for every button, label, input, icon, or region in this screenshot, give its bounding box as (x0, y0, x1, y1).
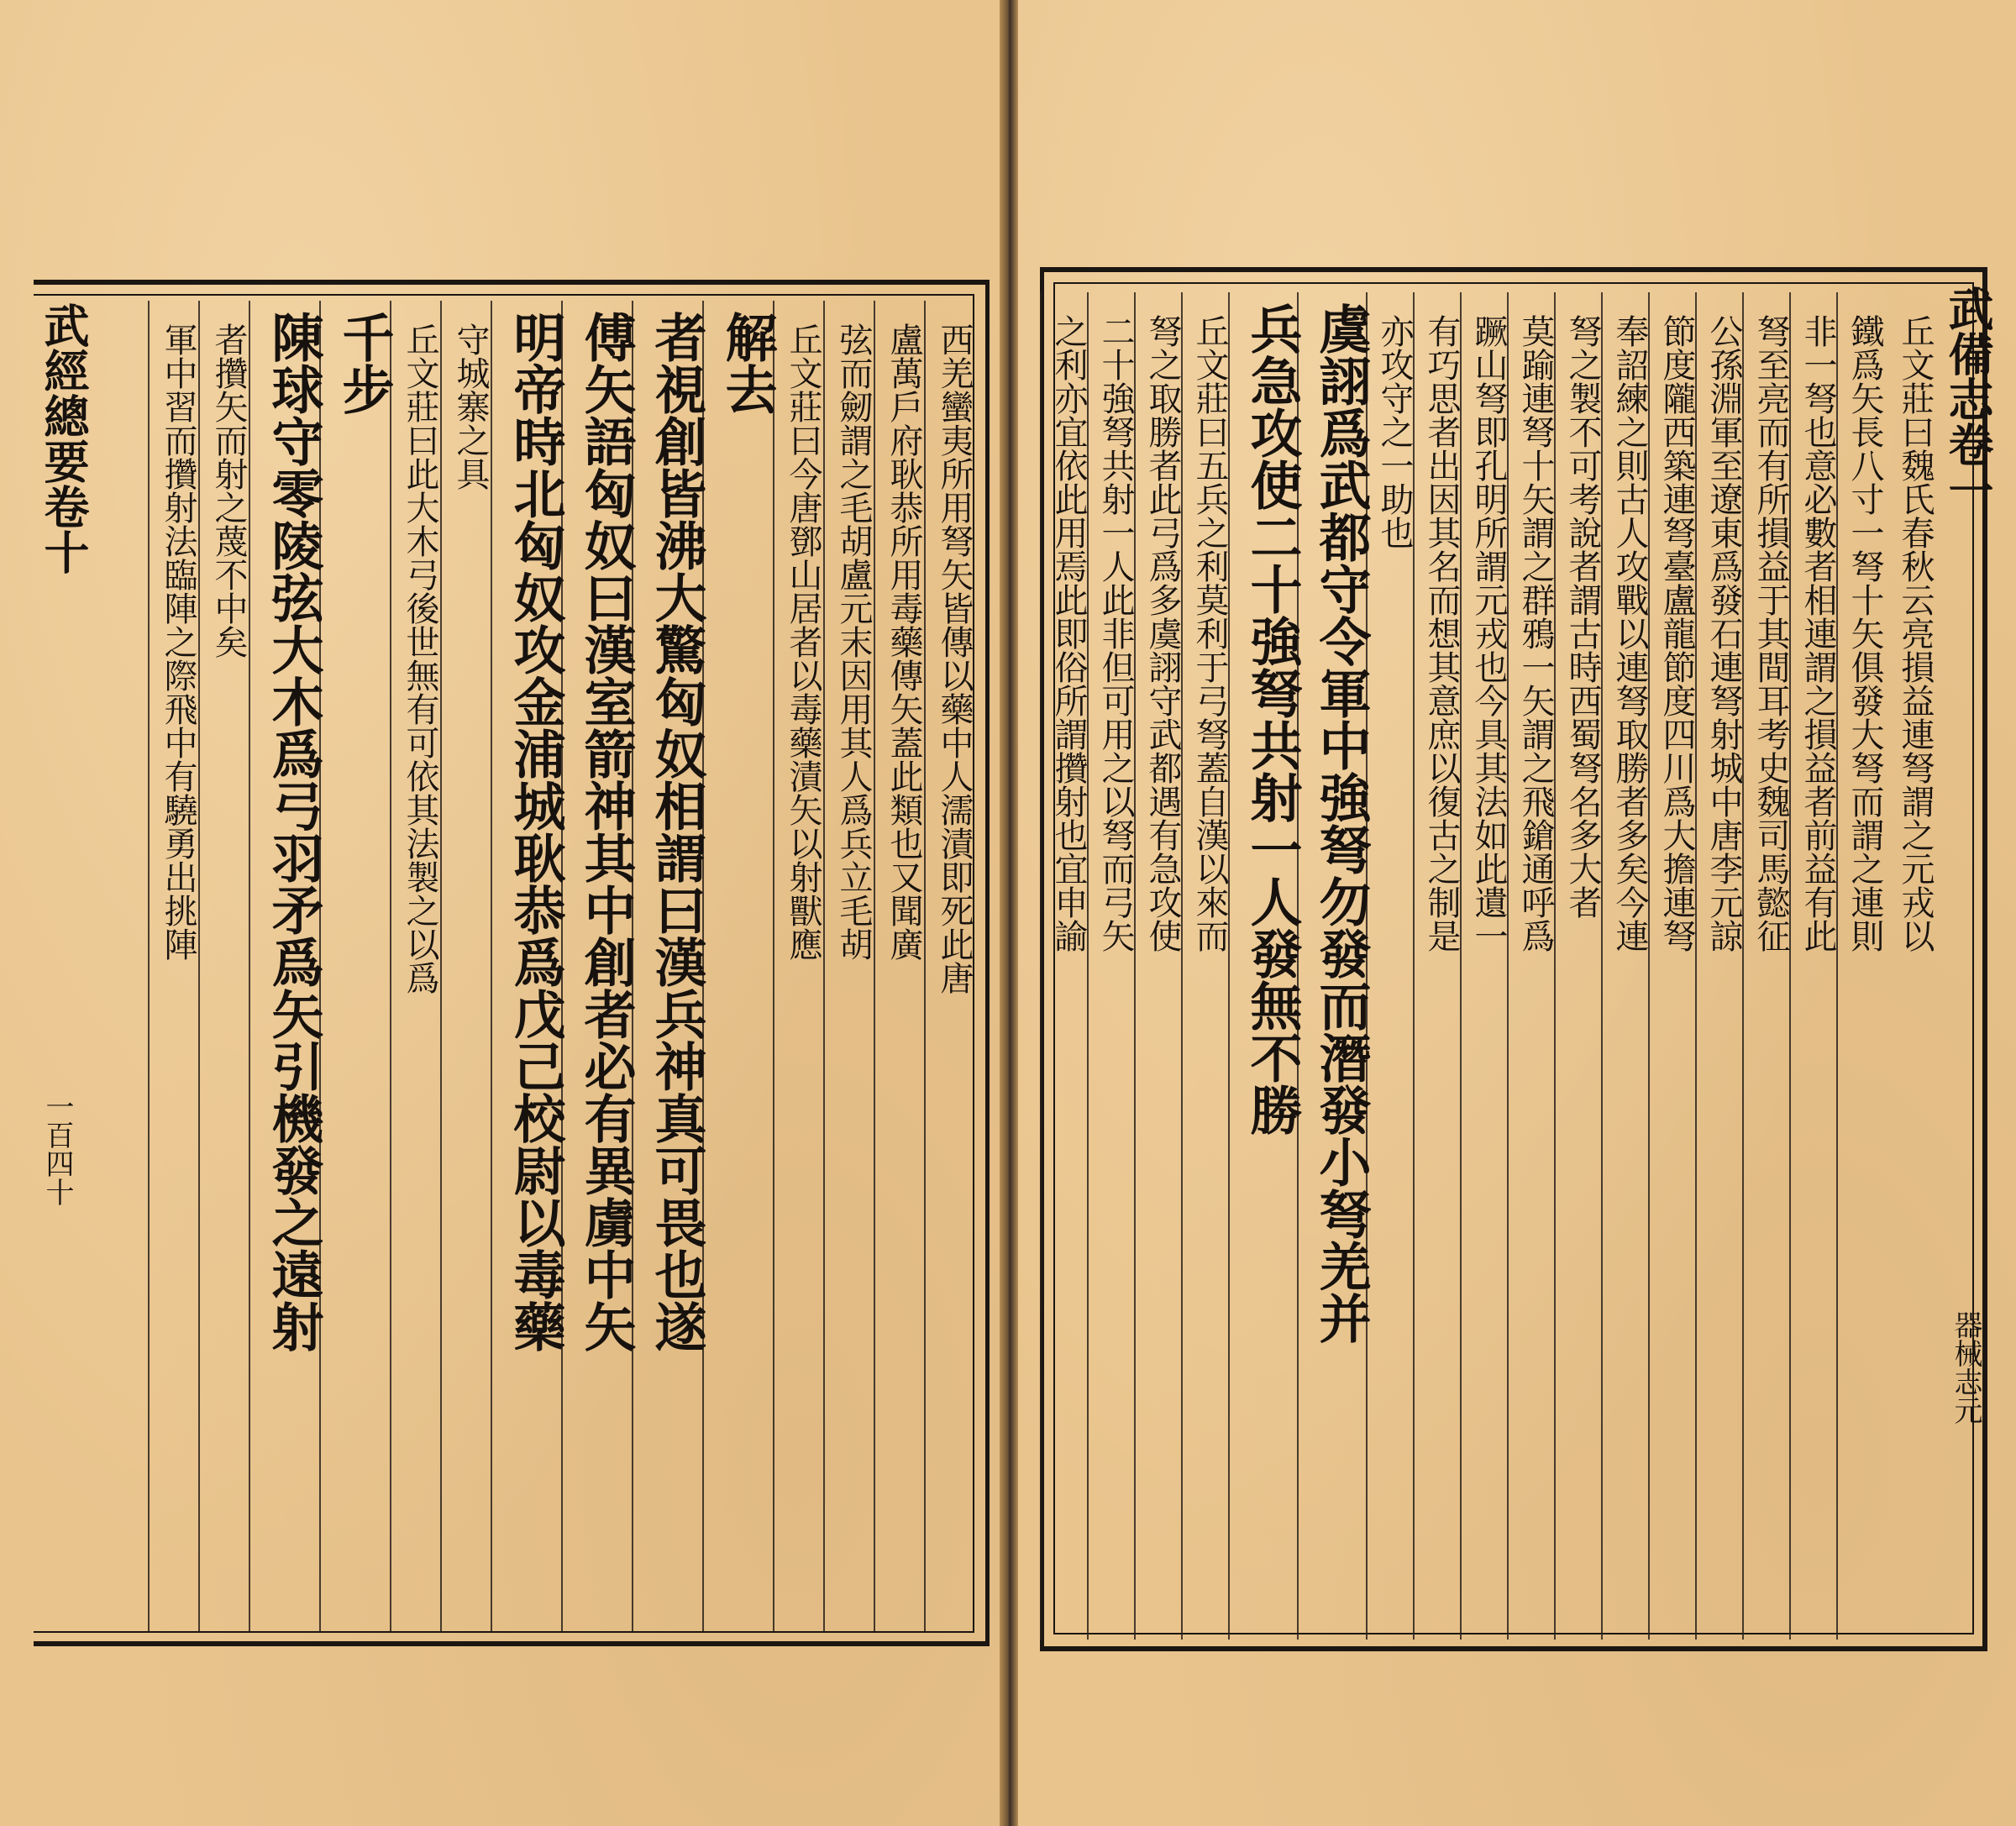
left-page-column: 千步 (333, 311, 395, 415)
right-page-column: 弩之製不可考說者謂古時西蜀弩名多大者 (1563, 314, 1602, 919)
right-page-column: 亦攻守之一助也 (1375, 314, 1414, 549)
right-page-column: 莫踰連弩十矢謂之群鴉一矢謂之飛鎗通呼爲 (1516, 314, 1555, 952)
left-page-column: 守城寨之具 (451, 323, 490, 491)
left-page-column: 陳球守零陵弦大木爲弓羽矛爲矢引機發之遠射 (263, 311, 324, 1352)
left-page-column: 者視創皆沸大驚匈奴相謂曰漢兵神真可畏也遂 (646, 311, 707, 1352)
right-page-column: 弩至亮而有所損益于其間耳考史魏司馬懿征 (1751, 314, 1790, 952)
left-page-column: 解去 (717, 311, 778, 415)
left-page-text-block (84, 311, 974, 1621)
column-rule (1040, 292, 1042, 1640)
right-page-column: 虞詡爲武都守令軍中強弩勿發而潛發小弩羌并 (1310, 302, 1372, 1344)
column-rule (148, 301, 150, 1631)
right-page-column: 鐵爲矢長八寸一弩十矢俱發大弩而謂之連則 (1845, 314, 1884, 952)
left-page-column: 盧萬戶府耿恭所用毒藥傳矢蓋此類也又聞廣 (885, 323, 923, 961)
right-page-column: 蹶山弩即孔明所謂元戎也今具其法如此遺一 (1469, 314, 1508, 952)
right-margin-title-text: 武備志卷一 (1941, 286, 1995, 512)
right-margin-subtitle-text: 器械志元 (1949, 1310, 1982, 1425)
left-page-column: 丘文莊曰此大木弓後世無有可依其法製之以爲 (401, 323, 439, 994)
right-page-column: 丘文莊曰五兵之利莫利于弓弩蓋自漢以來而 (1190, 314, 1229, 952)
left-margin-title-text: 武經總要卷十 (37, 302, 91, 575)
left-folio-text: 一百四十 (40, 1092, 74, 1206)
right-page-column: 公孫淵軍至遼東爲發石連弩射城中唐李元諒 (1704, 314, 1743, 952)
right-page-column: 節度隴西築連弩臺盧龍節度四川爲大擔連弩 (1657, 314, 1696, 952)
left-page-column: 弦而劒謂之毛胡盧元末因用其人爲兵立毛胡 (834, 323, 873, 961)
right-page-column: 二十強弩共射一人此非但可用之以弩而弓矢 (1096, 314, 1135, 952)
right-page-text-block (1049, 302, 1935, 1629)
right-margin-title (1936, 286, 1995, 874)
left-page-column: 傅矢語匈奴曰漢室箭神其中創者必有異虜中矢 (575, 311, 637, 1352)
right-page-column: 非一弩也意必數者相連謂之損益者前益有此 (1798, 314, 1837, 952)
left-page-column: 西羌蠻夷所用弩矢皆傳以藥中人濡漬即死此唐 (935, 323, 974, 994)
right-page-lead-note: 丘文莊曰魏氏春秋云亮損益連弩謂之元戎以 (1896, 314, 1935, 952)
book-gutter (1000, 0, 1018, 1826)
right-page-column: 有巧思者出因其名而想其意庶以復古之制是 (1422, 314, 1461, 952)
right-page-column: 兵急攻使二十強弩共射一人發無不勝 (1242, 302, 1303, 1136)
left-page-column: 丘文莊曰今唐鄧山居者以毒藥漬矢以射獸應 (784, 323, 822, 961)
right-page-column: 之利亦宜依此用焉此即俗所謂攢射也宜申諭 (1049, 314, 1088, 952)
left-folio (34, 1092, 76, 1629)
right-margin-subtitle (1940, 840, 1991, 1425)
right-page-column: 弩之取勝者此弓爲多虞詡守武都遇有急攻使 (1143, 314, 1182, 952)
left-page-column: 明帝時北匈奴攻金浦城耿恭爲戊己校尉以毒藥 (505, 311, 566, 1352)
left-page-column: 軍中習而攢射法臨陣之際飛中有驍勇出挑陣 (159, 323, 197, 961)
left-page-column: 者攢矢而射之蔑不中矣 (209, 323, 248, 659)
right-page-column: 奉詔練之則古人攻戰以連弩取勝者多矣今連 (1610, 314, 1649, 952)
